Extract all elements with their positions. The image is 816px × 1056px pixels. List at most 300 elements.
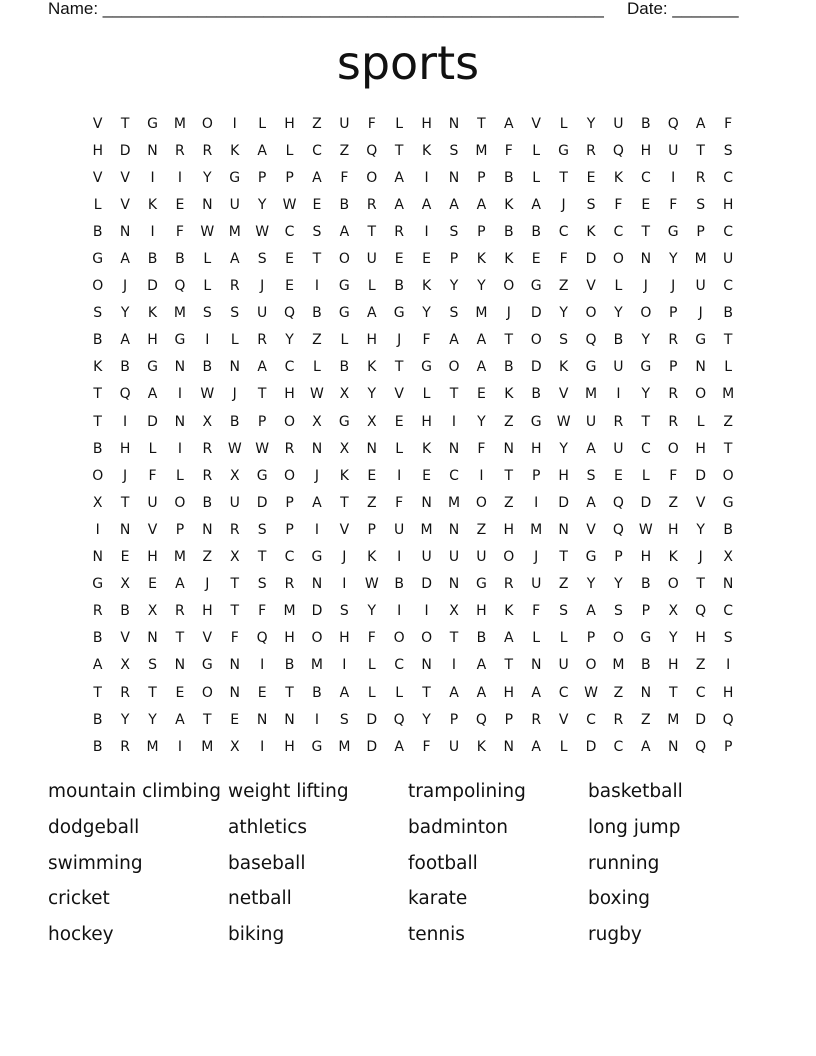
grid-letter: R [613, 711, 624, 728]
grid-letter: H [366, 332, 378, 349]
grid-letter: S [559, 332, 569, 349]
grid-letter: A [476, 657, 487, 674]
grid-row [84, 381, 742, 408]
grid-letter: S [312, 223, 322, 240]
grid-letter: Q [585, 332, 597, 349]
grid-letter: T [93, 386, 102, 403]
grid-letter: P [449, 251, 459, 268]
grid-letter: N [448, 169, 460, 186]
grid-letter: A [586, 603, 596, 620]
grid-letter: Y [477, 278, 486, 295]
grid-letter: O [92, 278, 104, 295]
grid-letter: H [530, 440, 542, 457]
grid-row [84, 544, 742, 571]
grid-letter: D [119, 142, 131, 159]
grid-letter: C [449, 467, 459, 484]
grid-letter: M [146, 738, 159, 755]
word-bank-item: tennis [408, 924, 465, 946]
grid-letter: Y [367, 603, 377, 620]
grid-letter: W [584, 684, 598, 701]
grid-letter: O [448, 359, 460, 376]
grid-letter: N [202, 196, 213, 213]
grid-letter: W [556, 413, 571, 430]
grid-letter: K [421, 142, 432, 159]
grid-letter: J [671, 278, 676, 295]
grid-letter: N [92, 549, 103, 566]
grid-letter: N [229, 684, 240, 701]
word-bank-item: boxing [588, 888, 651, 910]
grid-letter: I [177, 738, 182, 755]
word-bank-item: long jump [588, 816, 681, 838]
grid-letter: B [641, 115, 651, 132]
grid-letter: V [120, 169, 130, 186]
grid-letter: F [422, 332, 431, 349]
grid-letter: T [422, 684, 431, 701]
grid-letter: S [449, 305, 459, 322]
grid-letter: I [177, 386, 182, 403]
grid-letter: W [200, 386, 215, 403]
grid-letter: Z [312, 115, 322, 132]
grid-letter: B [92, 440, 103, 457]
grid-letter: F [504, 142, 513, 159]
grid-letter: U [613, 115, 624, 132]
grid-letter: M [667, 711, 680, 728]
grid-letter: G [147, 359, 158, 376]
word-bank [48, 775, 768, 954]
grid-letter: I [479, 467, 484, 484]
grid-letter: P [477, 223, 486, 240]
word-bank-item: netball [228, 888, 292, 910]
grid-letter: B [503, 169, 514, 186]
grid-letter: M [173, 305, 186, 322]
grid-letter: W [364, 576, 379, 593]
grid-letter: C [558, 684, 569, 701]
grid-letter: G [92, 251, 104, 268]
grid-letter: E [120, 549, 130, 566]
grid-letter: H [147, 332, 158, 349]
grid-letter: T [696, 142, 705, 159]
grid-letter: Y [367, 386, 377, 403]
grid-letter: Q [366, 142, 378, 159]
grid-letter: B [503, 359, 514, 376]
grid-letter: N [202, 521, 213, 538]
grid-letter: B [120, 359, 130, 376]
grid-row [84, 354, 742, 381]
grid-letter: J [643, 278, 648, 295]
grid-letter: G [174, 332, 186, 349]
grid-letter: P [477, 169, 486, 186]
grid-letter: L [285, 142, 294, 159]
grid-row [84, 571, 742, 598]
grid-letter: O [421, 630, 433, 647]
grid-letter: O [695, 386, 707, 403]
grid-letter: S [339, 711, 349, 728]
grid-letter: E [175, 684, 185, 701]
grid-letter: E [422, 467, 431, 484]
grid-letter: F [258, 603, 267, 620]
grid-letter: X [339, 386, 350, 403]
grid-letter: K [476, 738, 486, 755]
grid-letter: F [340, 169, 349, 186]
grid-letter: J [534, 549, 539, 566]
grid-letter: K [339, 467, 349, 484]
grid-letter: H [503, 521, 515, 538]
grid-letter: N [530, 657, 542, 674]
grid-letter: N [640, 684, 652, 701]
grid-letter: L [258, 115, 267, 132]
grid-letter: V [558, 711, 569, 728]
grid-letter: H [421, 115, 432, 132]
grid-letter: A [476, 684, 487, 701]
grid-letter: J [397, 332, 402, 349]
grid-letter: R [120, 684, 130, 701]
date-field: Date: _______ [627, 0, 739, 18]
grid-letter: O [201, 115, 213, 132]
grid-letter: H [558, 467, 569, 484]
grid-letter: D [311, 603, 323, 620]
grid-letter: Y [668, 630, 678, 647]
grid-letter: H [640, 142, 652, 159]
word-bank-item: badminton [408, 816, 509, 838]
grid-letter: L [696, 413, 705, 430]
grid-letter: V [92, 169, 103, 186]
grid-letter: T [449, 386, 459, 403]
grid-letter: A [366, 305, 377, 322]
word-bank-item: basketball [588, 781, 683, 802]
grid-letter: N [448, 576, 460, 593]
grid-letter: R [229, 521, 240, 538]
grid-letter: U [613, 359, 624, 376]
grid-letter: B [120, 603, 130, 620]
grid-letter: Q [695, 738, 707, 755]
grid-letter: Y [559, 440, 568, 457]
grid-letter: Y [148, 711, 157, 728]
grid-letter: T [641, 413, 651, 430]
grid-letter: A [586, 440, 596, 457]
grid-letter: R [284, 440, 295, 457]
grid-letter: I [451, 413, 457, 430]
grid-letter: I [671, 169, 676, 186]
grid-row [84, 706, 742, 733]
grid-letter: M [310, 657, 323, 674]
grid-letter: S [559, 603, 569, 620]
grid-letter: B [92, 332, 103, 349]
grid-letter: X [92, 494, 103, 511]
grid-letter: A [175, 711, 185, 728]
grid-letter: K [421, 278, 432, 295]
grid-row [84, 516, 742, 543]
grid-letter: A [394, 169, 404, 186]
grid-row [84, 408, 742, 435]
grid-letter: U [229, 196, 240, 213]
grid-letter: L [230, 332, 239, 349]
grid-letter: O [667, 440, 679, 457]
grid-letter: L [395, 440, 404, 457]
grid-letter: F [230, 630, 239, 647]
grid-letter: Y [641, 386, 651, 403]
grid-letter: O [640, 305, 652, 322]
grid-letter: E [148, 576, 157, 593]
grid-letter: P [641, 603, 651, 620]
grid-letter: O [722, 467, 734, 484]
grid-letter: I [424, 223, 429, 240]
grid-letter: D [530, 305, 542, 322]
grid-letter: D [585, 251, 597, 268]
grid-letter: D [530, 359, 542, 376]
grid-letter: F [367, 115, 376, 132]
grid-letter: S [449, 142, 459, 159]
grid-letter: I [726, 657, 731, 674]
grid-row [84, 273, 742, 300]
grid-letter: H [695, 440, 706, 457]
grid-letter: Q [695, 603, 707, 620]
grid-letter: Z [558, 278, 569, 295]
grid-letter: A [504, 630, 514, 647]
grid-letter: K [421, 440, 432, 457]
grid-letter: G [640, 359, 652, 376]
grid-letter: L [93, 196, 102, 213]
grid-letter: K [613, 169, 624, 186]
grid-letter: U [421, 549, 432, 566]
grid-letter: C [613, 738, 624, 755]
grid-letter: O [174, 494, 186, 511]
grid-letter: C [284, 359, 295, 376]
grid-letter: C [312, 142, 322, 159]
grid-letter: A [641, 738, 651, 755]
grid-letter: Q [284, 305, 296, 322]
grid-letter: S [148, 657, 157, 674]
grid-letter: S [586, 196, 596, 213]
grid-letter: B [147, 251, 158, 268]
grid-letter: G [421, 359, 432, 376]
grid-letter: A [531, 684, 541, 701]
grid-letter: A [531, 738, 541, 755]
grid-letter: X [668, 603, 679, 620]
grid-letter: W [255, 440, 270, 457]
grid-letter: N [421, 657, 432, 674]
grid-letter: T [668, 684, 678, 701]
grid-letter: P [504, 711, 514, 728]
grid-letter: V [586, 278, 596, 295]
grid-letter: H [147, 549, 158, 566]
grid-letter: H [667, 521, 679, 538]
grid-letter: Z [558, 576, 569, 593]
grid-letter: Z [476, 521, 487, 538]
grid-letter: T [723, 440, 733, 457]
grid-letter: R [257, 332, 267, 349]
grid-letter: M [228, 223, 241, 240]
grid-letter: Y [120, 711, 130, 728]
grid-letter: B [229, 413, 240, 430]
grid-letter: H [202, 603, 213, 620]
grid-letter: E [422, 251, 431, 268]
grid-letter: A [449, 332, 459, 349]
grid-letter: G [530, 413, 542, 430]
grid-letter: L [395, 684, 404, 701]
grid-letter: T [120, 494, 130, 511]
grid-letter: Z [366, 494, 377, 511]
grid-letter: E [586, 169, 596, 186]
grid-letter: S [93, 305, 103, 322]
grid-letter: V [558, 386, 569, 403]
grid-letter: C [640, 440, 651, 457]
grid-letter: O [612, 630, 624, 647]
header-line [48, 0, 739, 18]
grid-letter: X [449, 603, 459, 620]
grid-letter: T [93, 684, 102, 701]
grid-letter: A [476, 196, 487, 213]
grid-letter: I [314, 278, 320, 295]
grid-letter: T [559, 169, 568, 186]
grid-letter: Z [202, 549, 213, 566]
grid-letter: A [421, 196, 432, 213]
grid-letter: D [695, 711, 707, 728]
grid-letter: O [503, 549, 515, 566]
grid-letter: T [449, 630, 459, 647]
grid-letter: P [285, 521, 294, 538]
grid-letter: E [641, 196, 651, 213]
grid-letter: E [367, 467, 377, 484]
grid-letter: T [120, 115, 130, 132]
grid-letter: V [202, 630, 213, 647]
grid-row [84, 191, 742, 218]
grid-letter: L [614, 278, 623, 295]
grid-letter: T [696, 576, 705, 593]
grid-letter: F [669, 196, 678, 213]
grid-letter: U [394, 521, 405, 538]
grid-letter: O [667, 576, 679, 593]
grid-letter: F [532, 603, 541, 620]
grid-letter: R [175, 603, 185, 620]
grid-letter: N [284, 711, 295, 728]
grid-row [84, 218, 742, 245]
grid-letter: O [366, 169, 378, 186]
grid-letter: P [586, 630, 596, 647]
word-bank-item: baseball [228, 852, 306, 874]
grid-letter: B [92, 711, 103, 728]
grid-letter: L [148, 440, 157, 457]
grid-letter: J [123, 467, 128, 484]
grid-letter: R [92, 603, 103, 620]
grid-letter: Q [475, 711, 487, 728]
grid-letter: O [92, 467, 104, 484]
grid-letter: I [451, 657, 457, 674]
grid-letter: I [424, 169, 429, 186]
grid-letter: R [668, 386, 679, 403]
grid-letter: T [285, 684, 294, 701]
grid-letter: Q [612, 142, 624, 159]
grid-letter: V [394, 386, 404, 403]
grid-letter: Q [667, 115, 679, 132]
grid-letter: B [284, 657, 295, 674]
grid-letter: T [504, 657, 514, 674]
grid-letter: H [722, 684, 734, 701]
grid-letter: F [148, 467, 157, 484]
grid-letter: B [312, 305, 322, 322]
word-bank-item: athletics [228, 816, 308, 838]
grid-letter: W [255, 223, 270, 240]
grid-letter: M [173, 115, 186, 132]
grid-letter: X [366, 413, 377, 430]
grid-letter: I [205, 332, 210, 349]
grid-letter: L [559, 738, 568, 755]
grid-letter: A [504, 115, 514, 132]
grid-letter: S [613, 603, 623, 620]
grid-letter: E [230, 711, 240, 728]
grid-letter: V [339, 521, 350, 538]
grid-letter: I [123, 413, 128, 430]
grid-letter: R [695, 169, 706, 186]
grid-row [84, 733, 742, 760]
grid-letter: U [448, 738, 460, 755]
grid-letter: Z [504, 413, 514, 430]
grid-letter: M [420, 521, 433, 538]
grid-letter: T [148, 684, 157, 701]
grid-letter: O [284, 413, 296, 430]
grid-row [84, 245, 742, 272]
grid-letter: R [202, 440, 213, 457]
grid-letter: R [531, 711, 542, 728]
grid-letter: L [532, 630, 541, 647]
letter-grid [84, 110, 742, 760]
grid-letter: Z [504, 494, 514, 511]
grid-letter: S [723, 142, 733, 159]
grid-letter: O [585, 305, 597, 322]
grid-letter: G [147, 115, 158, 132]
grid-letter: G [338, 413, 350, 430]
grid-letter: K [230, 142, 240, 159]
grid-letter: E [285, 278, 294, 295]
grid-letter: C [558, 223, 569, 240]
grid-letter: N [503, 738, 515, 755]
grid-letter: K [559, 359, 569, 376]
grid-letter: D [366, 738, 378, 755]
grid-letter: A [476, 359, 487, 376]
grid-letter: L [367, 684, 376, 701]
grid-letter: B [394, 278, 404, 295]
grid-letter: J [123, 278, 128, 295]
grid-letter: N [119, 521, 131, 538]
grid-letter: B [92, 223, 103, 240]
grid-letter: E [394, 251, 404, 268]
grid-letter: M [584, 386, 598, 403]
grid-letter: A [120, 332, 130, 349]
grid-letter: R [668, 413, 679, 430]
grid-letter: I [232, 115, 237, 132]
grid-letter: Y [285, 332, 294, 349]
grid-letter: Y [586, 576, 596, 593]
grid-letter: T [477, 115, 486, 132]
grid-letter: R [613, 413, 624, 430]
grid-letter: E [312, 196, 322, 213]
grid-letter: F [422, 738, 431, 755]
grid-row [84, 435, 742, 462]
grid-letter: Q [119, 386, 131, 403]
grid-letter: X [120, 576, 130, 593]
grid-letter: V [531, 115, 541, 132]
grid-letter: Y [257, 196, 267, 213]
grid-letter: Y [696, 521, 705, 538]
grid-letter: Y [422, 711, 431, 728]
grid-letter: D [366, 711, 378, 728]
grid-letter: V [120, 630, 130, 647]
grid-letter: O [393, 630, 405, 647]
grid-letter: B [723, 305, 733, 322]
grid-letter: H [339, 630, 350, 647]
grid-letter: B [339, 359, 350, 376]
grid-letter: Z [695, 657, 706, 674]
grid-letter: P [257, 169, 267, 186]
